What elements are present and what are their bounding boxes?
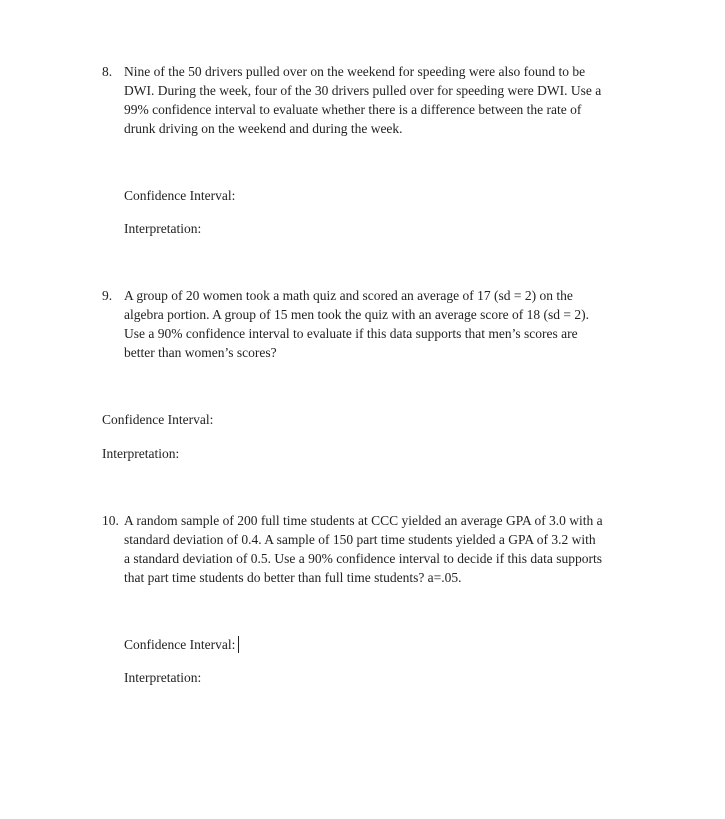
text-cursor: [238, 636, 239, 653]
question-text-line: Use a 90% confidence interval to evaluate if this data supports that men’s scores are: [124, 326, 578, 341]
question-number: 9.: [102, 288, 113, 303]
confidence-interval-label: Confidence Interval:: [124, 188, 236, 203]
question-text-line: drunk driving on the weekend and during the week.: [124, 121, 403, 136]
question-text-line: that part time students do better than full time students? a=.05.: [124, 570, 462, 585]
question-text-line: standard deviation of 0.4. A sample of 150 part time students yielded a GPA of 3.2 with: [124, 532, 596, 547]
question-text-line: 99% confidence interval to evaluate whether there is a difference between the rate of: [124, 102, 582, 117]
interpretation-label: Interpretation:: [102, 446, 180, 461]
question-text-line: algebra portion. A group of 15 men took the quiz with an average score of 18 (sd = 2).: [124, 307, 589, 322]
confidence-interval-label: Confidence Interval:: [124, 637, 236, 652]
question-text-line: a standard deviation of 0.5. Use a 90% confidence interval to decide if this data supports: [124, 551, 602, 566]
question-text-line: DWI. During the week, four of the 30 drivers pulled over for speeding were DWI. Use a: [124, 83, 602, 98]
question-text-line: A group of 20 women took a math quiz and scored an average of 17 (sd = 2) on the: [124, 288, 573, 303]
question-number: 8.: [102, 64, 113, 79]
question-text-line: Nine of the 50 drivers pulled over on the weekend for speeding were also found to be: [124, 64, 586, 79]
question-number: 10.: [102, 513, 119, 528]
question-text-line: better than women’s scores?: [124, 345, 277, 360]
interpretation-label: Interpretation:: [124, 221, 202, 236]
interpretation-label: Interpretation:: [124, 670, 202, 685]
confidence-interval-answer[interactable]: [124, 635, 239, 654]
question-text-line: A random sample of 200 full time students at CCC yielded an average GPA of 3.0 with a: [124, 513, 603, 528]
confidence-interval-label: Confidence Interval:: [102, 412, 214, 427]
